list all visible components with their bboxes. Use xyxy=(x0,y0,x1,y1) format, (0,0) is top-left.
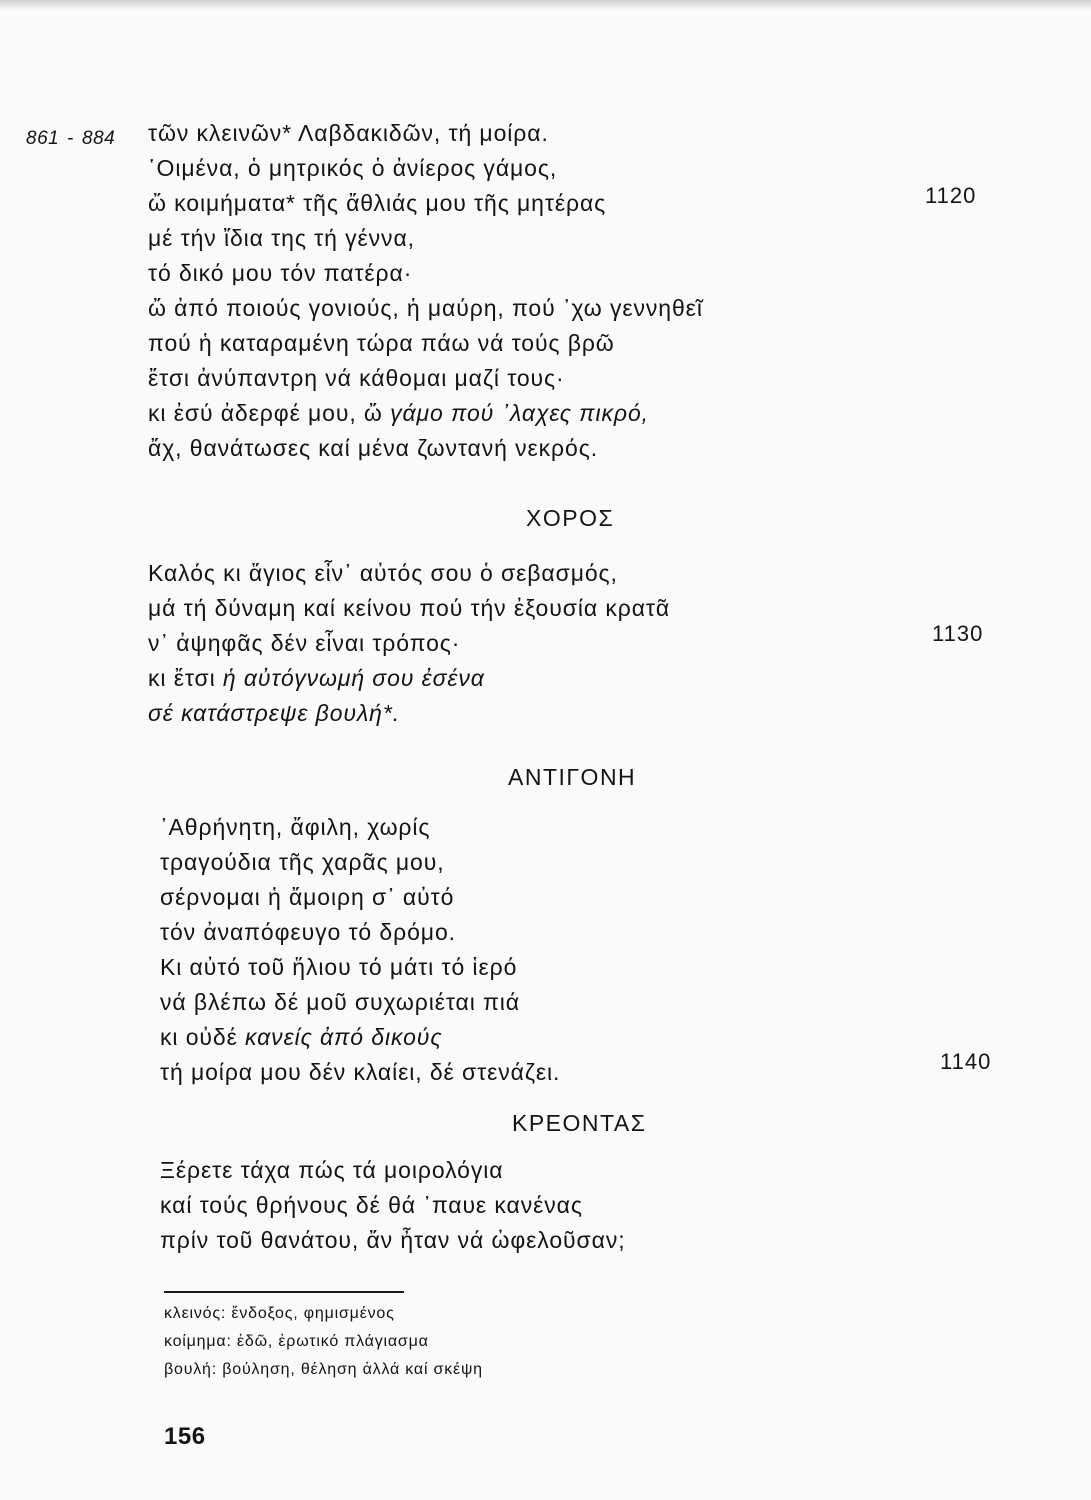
passage-antigone-lament xyxy=(148,116,703,466)
verse-line: ᾿Αθρήνητη, ἄφιλη, χωρίς xyxy=(160,814,431,840)
verse-line: πού ἡ καταραμένη τώρα πάω νά τούς βρῶ xyxy=(148,330,615,356)
verse-line: Καλός κι ἅγιος εἶν᾿ αὐτός σου ὁ σεβασμός, xyxy=(148,560,618,586)
speaker-heading: ΑΝΤΙΓΟΝΗ xyxy=(508,764,637,790)
passage-creon xyxy=(160,1153,626,1258)
footnote: κοίμημα: ἐδῶ, ἐρωτικό πλάγιασμα xyxy=(164,1333,429,1350)
verse-line: καί τούς θρήνους δέ θά ᾿παυε κανένας xyxy=(160,1192,583,1218)
verse-line: τή μοίρα μου δέν κλαίει, δέ στενάζει. xyxy=(160,1059,561,1085)
verse-line-italic: κανείς ἀπό δικούς xyxy=(245,1024,443,1050)
line-number: 1120 xyxy=(925,183,977,208)
verse-reference-separator: - xyxy=(67,128,75,149)
footnote-divider xyxy=(164,1291,404,1293)
speaker-heading: ΧΟΡΟΣ xyxy=(526,505,615,531)
verse-line: τό δικό μου τόν πατέρα· xyxy=(148,260,413,286)
speaker-heading: ΚΡΕΟΝΤΑΣ xyxy=(512,1110,647,1136)
passage-antigone xyxy=(160,810,560,1090)
verse-line xyxy=(160,1020,560,1055)
verse-reference xyxy=(26,128,115,150)
verse-line-italic: ἡ αὐτόγνωμή σου ἐσένα xyxy=(222,665,485,691)
verse-line-italic: γάμο πού ᾿λαχες πικρό, xyxy=(390,400,649,426)
verse-line-italic: σέ κατάστρεψε βουλή*. xyxy=(148,700,400,726)
verse-line: σέρνομαι ἡ ἄμοιρη σ᾿ αὐτό xyxy=(160,884,455,910)
verse-line-plain: κι ἐσύ ἀδερφέ μου, ὤ xyxy=(148,400,391,426)
verse-line: τραγούδια τῆς χαρᾶς μου, xyxy=(160,849,445,875)
verse-line: μέ τήν ἴδια της τή γέννα, xyxy=(148,225,415,251)
verse-reference-start: 861 xyxy=(26,128,60,149)
verse-line: ῾Οιμένα, ὁ μητρικός ὁ ἀνίερος γάμος, xyxy=(148,155,558,181)
page-number: 156 xyxy=(164,1423,206,1450)
footnote: βουλή: βούληση, θέληση ἀλλά καί σκέψη xyxy=(164,1361,483,1378)
line-number: 1130 xyxy=(932,621,984,646)
verse-line: τῶν κλεινῶν* Λαβδακιδῶν, τή μοίρα. xyxy=(148,120,549,146)
verse-line: ἄχ, θανάτωσες καί μένα ζωντανή νεκρός. xyxy=(148,435,598,461)
verse-line: ὤ κοιμήματα* τῆς ἄθλιάς μου τῆς μητέρας xyxy=(148,190,607,216)
passage-chorus xyxy=(148,556,670,731)
verse-line: νά βλέπω δέ μοῦ συχωριέται πιά xyxy=(160,989,520,1015)
footnote: κλεινός: ἔνδοξος, φημισμένος xyxy=(164,1305,395,1322)
verse-line-plain: κι οὐδέ xyxy=(160,1024,246,1050)
verse-line xyxy=(148,396,703,431)
verse-line-plain: κι ἔτσι xyxy=(148,665,223,691)
verse-line: Κι αὐτό τοῦ ἥλιου τό μάτι τό ἱερό xyxy=(160,954,518,980)
verse-line: μά τή δύναμη καί κείνου πού τήν ἐξουσία κρατᾶ xyxy=(148,595,671,621)
line-number: 1140 xyxy=(940,1049,992,1074)
verse-reference-end: 884 xyxy=(82,128,116,149)
verse-line: Ξέρετε τάχα πώς τά μοιρολόγια xyxy=(160,1157,504,1183)
verse-line: πρίν τοῦ θανάτου, ἄν ἦταν νά ὠφελοῦσαν; xyxy=(160,1227,626,1253)
footnotes xyxy=(164,1300,483,1384)
verse-line xyxy=(148,696,670,731)
verse-line: τόν ἀναπόφευγο τό δρόμο. xyxy=(160,919,456,945)
verse-line: ν᾿ ἀψηφᾶς δέν εἶναι τρόπος· xyxy=(148,630,461,656)
verse-line xyxy=(148,661,670,696)
verse-line: ὤ ἀπό ποιούς γονιούς, ἡ μαύρη, πού ᾿χω γεννηθεῖ xyxy=(148,295,703,321)
verse-line: ἔτσι ἀνύπαντρη νά κάθομαι μαζί τους· xyxy=(148,365,565,391)
